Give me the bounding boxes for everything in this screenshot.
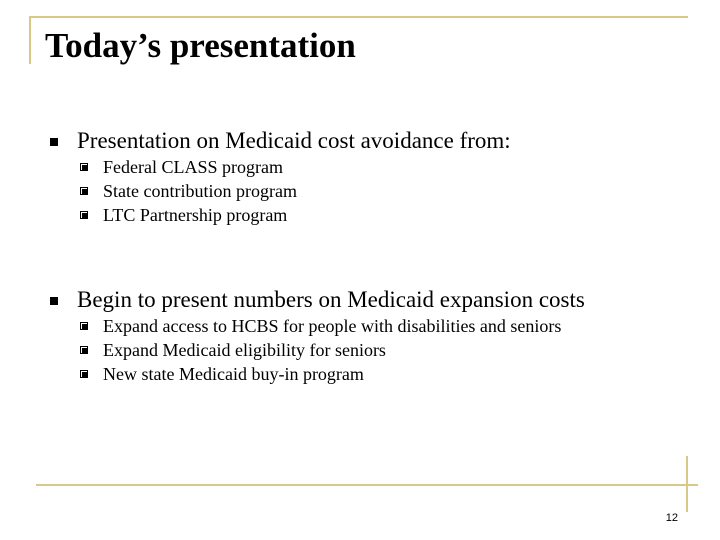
- sub-bullet-text: Expand Medicaid eligibility for seniors: [103, 340, 386, 360]
- checkbox-bullet-icon: [80, 370, 88, 378]
- checkbox-bullet-icon: [80, 187, 88, 195]
- square-bullet-icon: [50, 138, 58, 146]
- checkbox-bullet-icon: [80, 346, 88, 354]
- footer-horizontal-rule: [36, 484, 698, 486]
- title-vertical-rule: [29, 16, 31, 64]
- footer-vertical-rule: [686, 456, 688, 512]
- checkbox-bullet-icon: [80, 163, 88, 171]
- square-bullet-icon: [50, 297, 58, 305]
- sub-bullet-text: New state Medicaid buy-in program: [103, 364, 364, 384]
- checkbox-bullet-icon: [80, 322, 88, 330]
- sub-bullet-text: Federal CLASS program: [103, 157, 283, 177]
- bullet-text: Presentation on Medicaid cost avoidance from:: [77, 128, 511, 153]
- checkbox-bullet-icon: [80, 211, 88, 219]
- sub-bullet-text: LTC Partnership program: [103, 205, 288, 225]
- page-title: Today’s presentation: [45, 26, 356, 65]
- sub-bullet-text: State contribution program: [103, 181, 297, 201]
- sub-bullet-text: Expand access to HCBS for people with disabilities and seniors: [103, 316, 562, 336]
- bullet-text: Begin to present numbers on Medicaid expansion costs: [77, 287, 585, 312]
- title-top-rule: [29, 16, 688, 18]
- page-number: 12: [665, 512, 678, 524]
